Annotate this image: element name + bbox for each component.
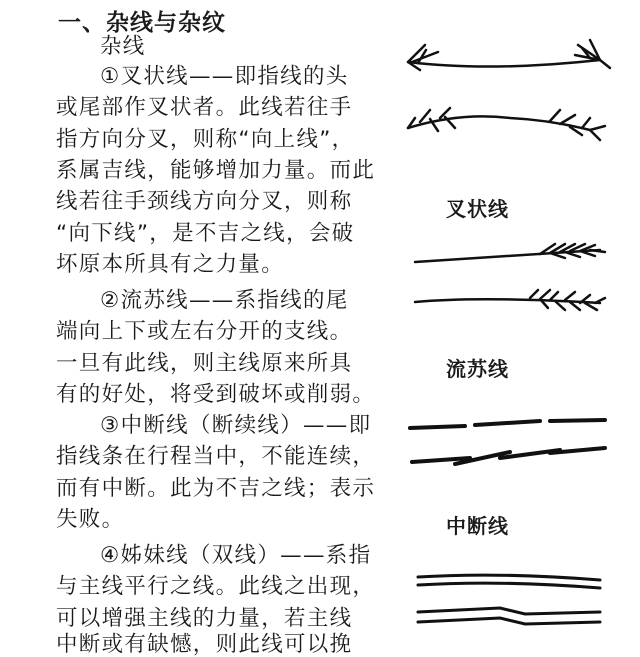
figure-label-tassel: 流苏线	[446, 357, 509, 381]
text-line: 与主线平行之线。此线之出现，	[56, 574, 376, 599]
text-line: 坏原本所具有之力量。	[56, 252, 285, 277]
text-line: 失败。	[56, 507, 125, 532]
text-line: 系属吉线，能够增加力量。而此	[56, 158, 376, 183]
sister-line-lower	[418, 608, 600, 624]
fork-line-upper	[408, 40, 610, 70]
sister-line-upper	[418, 575, 600, 588]
text-line: 线若往手颈线方向分叉，则称	[56, 189, 353, 214]
tassel-line-lower	[415, 290, 605, 310]
text-line: 而有中断。此为不吉之线；表示	[56, 476, 376, 501]
text-line: 指方向分叉，则称“向上线”，	[56, 127, 355, 152]
text-line: ③中断线（断续线）——即	[100, 413, 372, 438]
text-line: 可以增强主线的力量，若主线	[56, 606, 353, 631]
text-line: 端向上下或左右分开的支线。	[56, 319, 353, 344]
subheading: 杂线	[100, 34, 146, 59]
figure-label-fork: 叉状线	[446, 197, 509, 221]
figure-label-broken: 中断线	[446, 514, 509, 538]
text-line: 有的好处，将受到破坏或削弱。	[56, 382, 376, 407]
text-line: 指线条在行程当中，不能连续，	[56, 444, 376, 469]
palm-line-figures	[400, 0, 640, 640]
broken-line-lower	[412, 448, 605, 464]
fork-line-lower	[408, 108, 605, 140]
text-line: 中断或有缺憾，则此线可以挽	[56, 632, 353, 657]
text-line: ①叉状线——即指线的头	[100, 64, 349, 89]
text-line: 或尾部作叉状者。此线若往手	[56, 95, 353, 120]
broken-line-upper	[410, 420, 605, 428]
tassel-line-upper	[415, 244, 605, 262]
text-line: “向下线”，是不吉之线，会破	[56, 221, 355, 246]
text-line: ④姊妹线（双线）——系指	[100, 543, 372, 568]
text-line: 一旦有此线，则主线原来所具	[56, 351, 353, 376]
section-heading: 一、杂线与杂纹	[58, 10, 226, 36]
text-line: ②流苏线——系指线的尾	[100, 288, 349, 313]
